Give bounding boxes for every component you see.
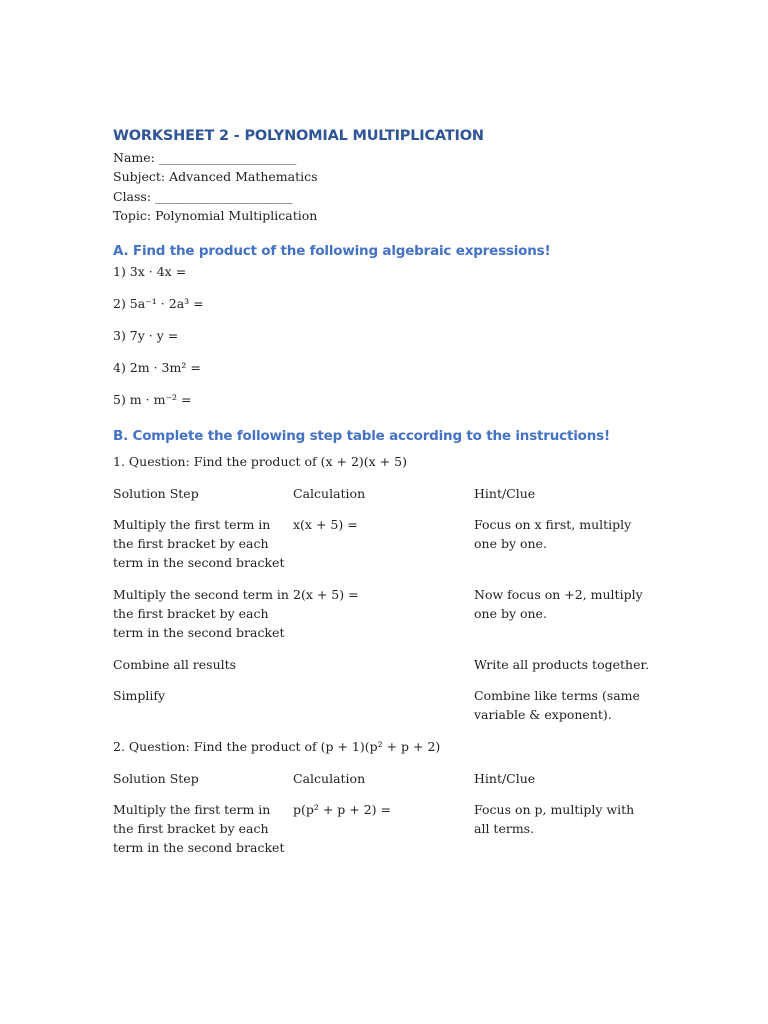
table-row [113,503,653,573]
table-row [113,788,653,858]
name-field: Name: ______________________ [113,150,297,165]
problem-item: 1) 3x · 4x = [113,263,187,279]
table-header-row [113,484,653,503]
step-cell: Simplify [113,687,166,703]
header-hint: Hint/Clue [474,770,536,786]
hint-cell: Focus on x first, multiply one by one. [474,516,632,552]
header-solution-step: Solution Step [113,770,199,786]
header-hint: Hint/Clue [474,485,536,501]
header-solution-step: Solution Step [113,485,199,501]
calculation-cell: x(x + 5) = [293,516,358,532]
calculation-cell: 2(x + 5) = [293,586,359,602]
worksheet-title: WORKSHEET 2 - POLYNOMIAL MULTIPLICATION [113,128,484,144]
calculation-cell [293,674,474,725]
problem-item: 2) 5a⁻¹ · 2a³ = [113,295,204,311]
step-table-question-2 [113,769,653,858]
section-b-heading: B. Complete the following step table according to the instructions! [113,427,610,444]
question-1-label: 1. Question: Find the product of (x + 2)(x + 5) [113,453,407,469]
calculation-cell: p(p² + p + 2) = [293,801,392,817]
problem-item: 3) 7y · y = [113,327,179,343]
step-cell: Combine all results [113,656,237,672]
step-cell: Multiply the first term in the first bracket by each term in the second bracket [113,801,285,856]
topic-line: Topic: Polynomial Multiplication [113,208,318,224]
table-row [113,573,653,643]
hint-cell: Write all products together. [474,656,650,672]
calculation-cell [293,643,474,674]
worksheet-page [113,124,673,858]
worksheet-info [113,148,673,226]
section-a-problem-list [113,262,673,409]
question-2-label: 2. Question: Find the product of (p + 1)(p² + p + 2) [113,738,441,754]
hint-cell: Now focus on +2, multiply one by one. [474,586,643,622]
header-calculation: Calculation [293,485,366,501]
table-header-row [113,769,653,788]
step-table-question-1 [113,484,653,725]
problem-item: 5) m · m⁻² = [113,391,192,407]
hint-cell: Combine like terms (same variable & exponent). [474,687,640,723]
problem-item: 4) 2m · 3m² = [113,359,201,375]
table-row [113,643,653,674]
header-calculation: Calculation [293,770,366,786]
table-row [113,674,653,725]
step-cell: Multiply the first term in the first bracket by each term in the second bracket [113,516,285,571]
section-a-heading: A. Find the product of the following algebraic expressions! [113,242,551,259]
class-field: Class: ______________________ [113,188,293,204]
subject-line: Subject: Advanced Mathematics [113,169,318,185]
hint-cell: Focus on p, multiply with all terms. [474,801,635,837]
step-cell: Multiply the second term in the first bracket by each term in the second bracket [113,586,289,641]
